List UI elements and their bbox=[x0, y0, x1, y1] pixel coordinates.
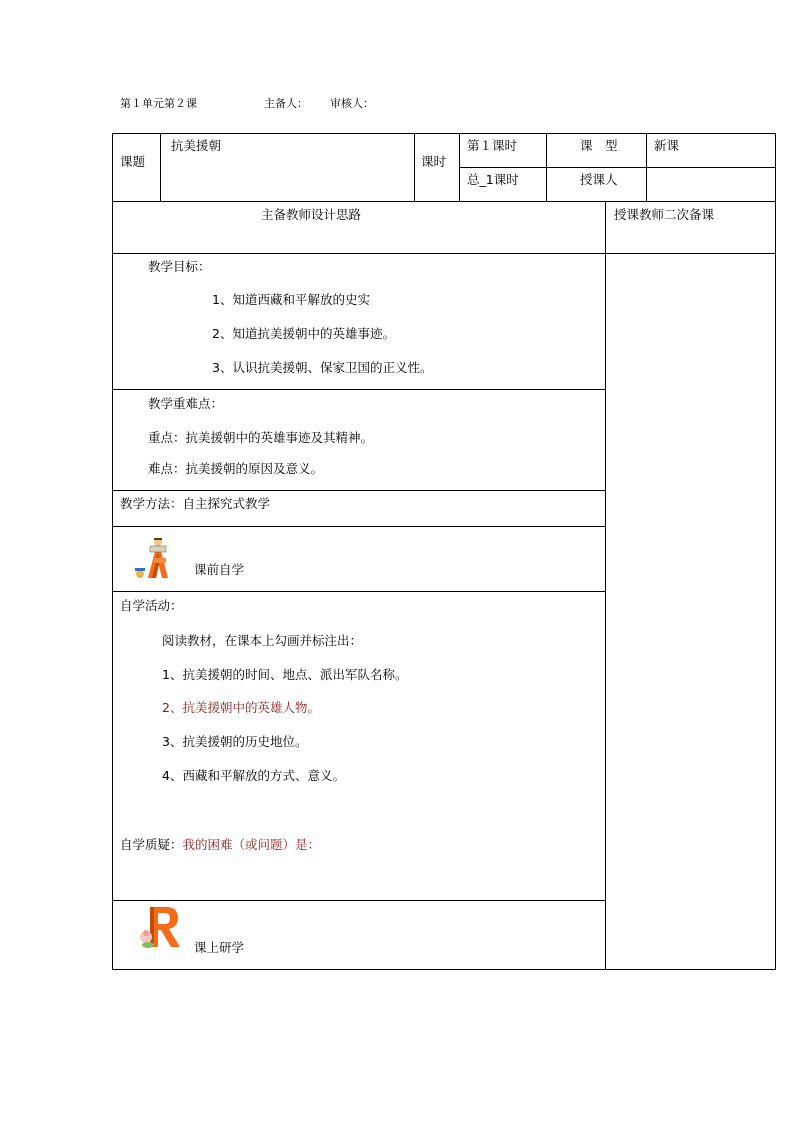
activity-intro: 阅读教材，在课本上勾画并标注出： bbox=[162, 633, 363, 648]
pre-study-title: 课前自学 bbox=[194, 562, 245, 577]
preparer-label: 主备人： bbox=[264, 97, 308, 110]
teaching-method: 教学方法：自主探究式教学 bbox=[120, 496, 271, 511]
type-label: 课 型 bbox=[580, 138, 618, 153]
activity-item: 3、抗美援朝的历史地位。 bbox=[162, 734, 308, 749]
design-title: 主备教师设计思路 bbox=[261, 207, 362, 222]
key-point: 重点：抗美援朝中的英雄事迹及其精神。 bbox=[148, 430, 374, 445]
letter-r-logo-icon bbox=[136, 903, 184, 951]
question-text: 我的困难（或问题）是： bbox=[182, 837, 321, 852]
question-label: 自学质疑： bbox=[120, 837, 183, 852]
period-label: 课时 bbox=[421, 154, 447, 169]
reviewer-label: 审核人： bbox=[330, 97, 374, 110]
activity-item: 1、抗美援朝的时间、地点、派出军队名称。 bbox=[162, 667, 408, 682]
topic-label: 课题 bbox=[120, 154, 146, 169]
type-value: 新课 bbox=[654, 138, 680, 153]
second-prep-title: 授课教师二次备课 bbox=[614, 207, 715, 222]
goal-item: 2、知道抗美援朝中的英雄事迹。 bbox=[212, 326, 395, 341]
activity-heading: 自学活动： bbox=[120, 598, 183, 613]
teacher-label: 授课人 bbox=[580, 172, 618, 187]
total-periods-label: 总_1课时 bbox=[467, 172, 519, 187]
in-class-title: 课上研学 bbox=[194, 940, 245, 955]
key-heading: 教学重难点： bbox=[148, 396, 224, 411]
period-value: 第１课时 bbox=[467, 138, 518, 153]
activity-item: 2、抗美援朝中的英雄人物。 bbox=[162, 700, 320, 715]
question-line bbox=[120, 835, 320, 853]
unit-lesson-label: 第１单元第２课 bbox=[120, 97, 197, 110]
letter-a-logo-icon bbox=[130, 532, 186, 582]
goals-heading: 教学目标： bbox=[148, 259, 211, 274]
activity-item: 4、西藏和平解放的方式、意义。 bbox=[162, 768, 345, 783]
goal-item: 3、认识抗美援朝、保家卫国的正义性。 bbox=[212, 360, 433, 375]
goal-item: 1、知道西藏和平解放的史实 bbox=[212, 292, 370, 307]
difficult-point: 难点：抗美援朝的原因及意义。 bbox=[148, 461, 324, 476]
topic-value: 抗美援朝 bbox=[171, 138, 222, 153]
